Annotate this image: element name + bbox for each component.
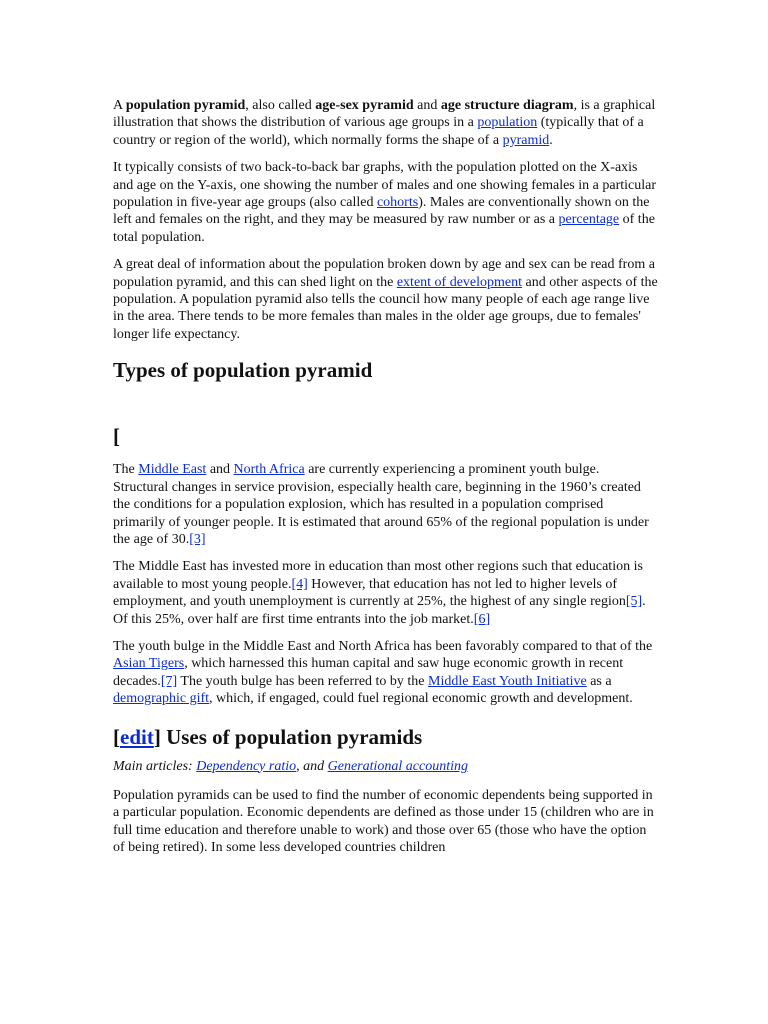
heading-bracket: [ [113,424,120,449]
reference-link-6[interactable]: [6] [473,611,491,627]
text: . Of this 25%, over half are first time entrants into the job market. [113,594,646,627]
term-age-sex-pyramid: age-sex pyramid [315,98,414,113]
text: , which harnessed this human capital and saw huge economic growth in recent decades. [113,656,624,689]
text: However, that education has not led to higher levels of employment, and youth unemployment is currently at 25%, the highest of any single region [113,576,626,610]
text: (typically that of a country or region of the world), which normally forms the shape of a [113,115,644,148]
youth-bulge-paragraph [113,461,658,548]
text: as a [586,673,612,689]
text: The youth bulge in the Middle East and North Africa has been favorably compared to that of the [113,638,653,654]
link-population[interactable]: population [477,115,538,131]
bracket-open: [ [113,724,120,749]
link-percentage[interactable]: percentage [558,212,620,228]
edit-link[interactable]: edit [120,724,154,749]
structure-paragraph [113,159,658,246]
heading-types-of-population-pyramid: Types of population pyramid [113,358,373,383]
education-paragraph [113,558,658,628]
heading-uses-of-population-pyramids [113,724,658,750]
link-demographic-gift[interactable]: demographic gift [113,691,210,707]
link-pyramid[interactable]: pyramid [502,132,550,148]
text: and other aspects of the population. A population pyramid also tells the council how many people of each age range live in the area. There tends to be more females than males in the older age groups, due to females' longer life expectancy. [113,274,658,342]
section-title: ] Uses of population pyramids [153,724,423,749]
link-generational-accounting[interactable]: Generational accounting [327,758,469,774]
term-population-pyramid: population pyramid [125,98,246,113]
text: It typically consists of two back-to-back bar graphs, with the population plotted on the X-axis and age on the Y-axis, one showing the number of males and one showing females in a particular population in five-year age groups (also called [113,160,656,211]
link-asian-tigers[interactable]: Asian Tigers [113,656,185,672]
text: A great deal of information about the population broken down by age and sex can be read from a population pyramid, and this can shed light on the [113,257,655,290]
text: , and [296,758,328,774]
text: , is a graphical illustration that shows the distribution of various age groups in a [113,98,656,131]
link-cohorts[interactable]: cohorts [376,195,419,211]
link-north-africa[interactable]: North Africa [233,462,305,478]
link-middle-east-youth-initiative[interactable]: Middle East Youth Initiative [428,673,587,689]
link-middle-east[interactable]: Middle East [138,462,207,478]
intro-paragraph [113,97,658,149]
asian-tigers-paragraph [113,638,658,708]
text: A [113,98,126,113]
text: The youth bulge has been referred to by the [177,673,429,689]
reference-link-4[interactable]: [4] [291,576,308,592]
main-articles-note [113,758,658,775]
term-age-structure-diagram: age structure diagram [440,98,574,113]
article-body [113,97,658,867]
text: of the total population. [113,212,655,245]
text: , also called [245,98,316,113]
text: , which, if engaged, could fuel regional economic growth and development. [209,691,633,707]
reference-link-5[interactable]: [5] [625,594,643,610]
information-paragraph [113,256,658,343]
text: The Middle East has invested more in education than most other regions such that education is available to most young people. [113,559,643,592]
dependents-paragraph [113,787,658,857]
text: . [549,132,553,148]
text: ). Males are conventionally shown on the left and females on the right, and they may be measured by raw number or as a [113,195,650,228]
text: Population pyramids can be used to find the number of economic dependents being supported in a particular population. Economic dependents are defined as those under 15 (children who are in full time education and therefore unable to work) and those over 65 (those who have the option of being retired). In some less developed countries children [113,787,654,856]
link-extent-of-development[interactable]: extent of development [396,274,523,290]
text: Main articles: [113,758,197,774]
reference-link-3[interactable]: [3] [189,531,206,547]
text: and [413,98,441,113]
text: The [113,462,139,478]
reference-link-7[interactable]: [7] [160,673,178,689]
text: are currently experiencing a prominent youth bulge. Structural changes in service provision, especially health care, beginning in the 1960’s created the conditions for a population explosion, which has resulted in a population comprised primarily of younger people. It is estimated that around 65% of the regional population is under the age of 30. [113,462,649,547]
text: and [206,462,234,478]
link-dependency-ratio[interactable]: Dependency ratio [196,758,297,774]
